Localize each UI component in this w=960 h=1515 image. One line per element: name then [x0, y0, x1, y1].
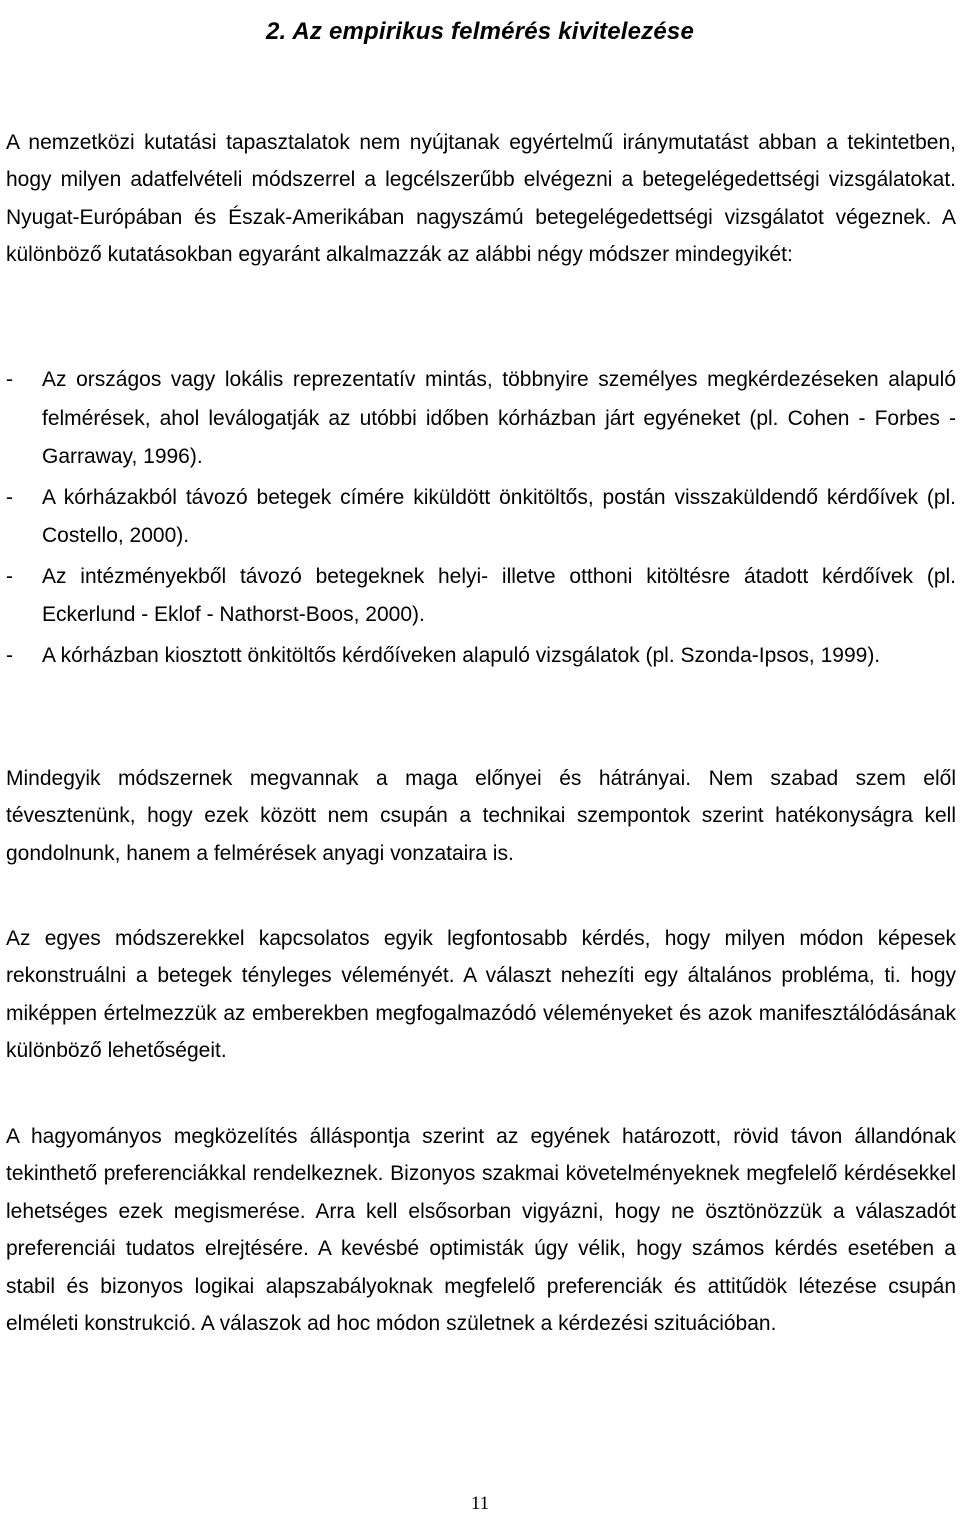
- methods-list: [6, 361, 956, 677]
- list-item-text: A kórházakból távozó betegek címére kiküldött önkitöltős, postán visszaküldendő kérdőívek (pl. Costello, 2000).: [42, 485, 956, 547]
- list-dash: -: [6, 564, 13, 588]
- body-paragraph-3: Az egyes módszerekkel kapcsolatos egyik legfontosabb kérdés, hogy milyen módon képesek rekonstruálni a betegek tényleges véleményét. A választ nehezíti egy általános probléma, ti. hogy miképpen értelmezzük az emberekben megfogalmazódó véleményeket és azok manifesztálódásának különböző lehetőségeit.: [6, 927, 956, 1063]
- list-dash: -: [6, 643, 13, 667]
- list-item-text: Az intézményekből távozó betegeknek helyi- illetve otthoni kitöltésre átadott kérdőívek (pl. Eckerlund - Eklof - Nathorst-Boos, 2000).: [42, 564, 956, 626]
- section-title: 2. Az empirikus felmérés kivitelezése: [265, 18, 695, 46]
- list-item-text: A kórházban kiosztott önkitöltős kérdőíveken alapuló vizsgálatok (pl. Szonda-Ipsos, 1999).: [42, 643, 881, 667]
- body-paragraph-4: A hagyományos megközelítés álláspontja szerint az egyének határozott, rövid távon állandónak tekinthető preferenciákkal rendelkeznek. Bizonyos szakmai követelményeknek megfelelő kérdésekkel lehetséges ezek megismerése. Arra kell elsősorban vigyázni, hogy ne ösztönözzük a válaszadót preferenciái tudatos elrejtésére. A kevésbé optimisták úgy vélik, hogy számos kérdés esetében a stabil és bizonyos logikai alapszabályoknak megfelelő preferenciák és attitűdök létezése csupán elméleti konstrukció. A válaszok ad hoc módon születnek a kérdezési szituációban.: [6, 1125, 956, 1336]
- list-item: [6, 637, 956, 676]
- page-number: 11: [470, 1493, 490, 1514]
- intro-paragraph: A nemzetközi kutatási tapasztalatok nem nyújtanak egyértelmű iránymutatást abban a tekintetben, hogy milyen adatfelvételi módszerrel a legcélszerűbb elvégezni a betegelégedettségi vizsgálatokat. Nyugat-Európában és Észak-Amerikában nagyszámú betegelégedettségi vizsgálatot végeznek. A különböző kutatásokban egyaránt alkalmazzák az alábbi négy módszer mindegyikét:: [6, 131, 956, 267]
- list-dash: -: [6, 368, 13, 391]
- list-item: [6, 558, 956, 635]
- list-dash: -: [6, 485, 13, 509]
- body-paragraph-2: Mindegyik módszernek megvannak a maga előnyei és hátrányai. Nem szabad szem elől tévesztenünk, hogy ezek között nem csupán a technikai szempontok szerint hatékonyságra kell gondolnunk, hanem a felmérések anyagi vonzataira is.: [6, 767, 956, 865]
- list-item: [6, 479, 956, 556]
- list-item: [6, 361, 956, 477]
- list-item-text: Az országos vagy lokális reprezentatív mintás, többnyire személyes megkérdezéseken alapuló felmérések, ahol leválogatják az utóbbi időben kórházban járt egyéneket (pl. Cohen - Forbes - Garraway, 1996).: [42, 368, 956, 468]
